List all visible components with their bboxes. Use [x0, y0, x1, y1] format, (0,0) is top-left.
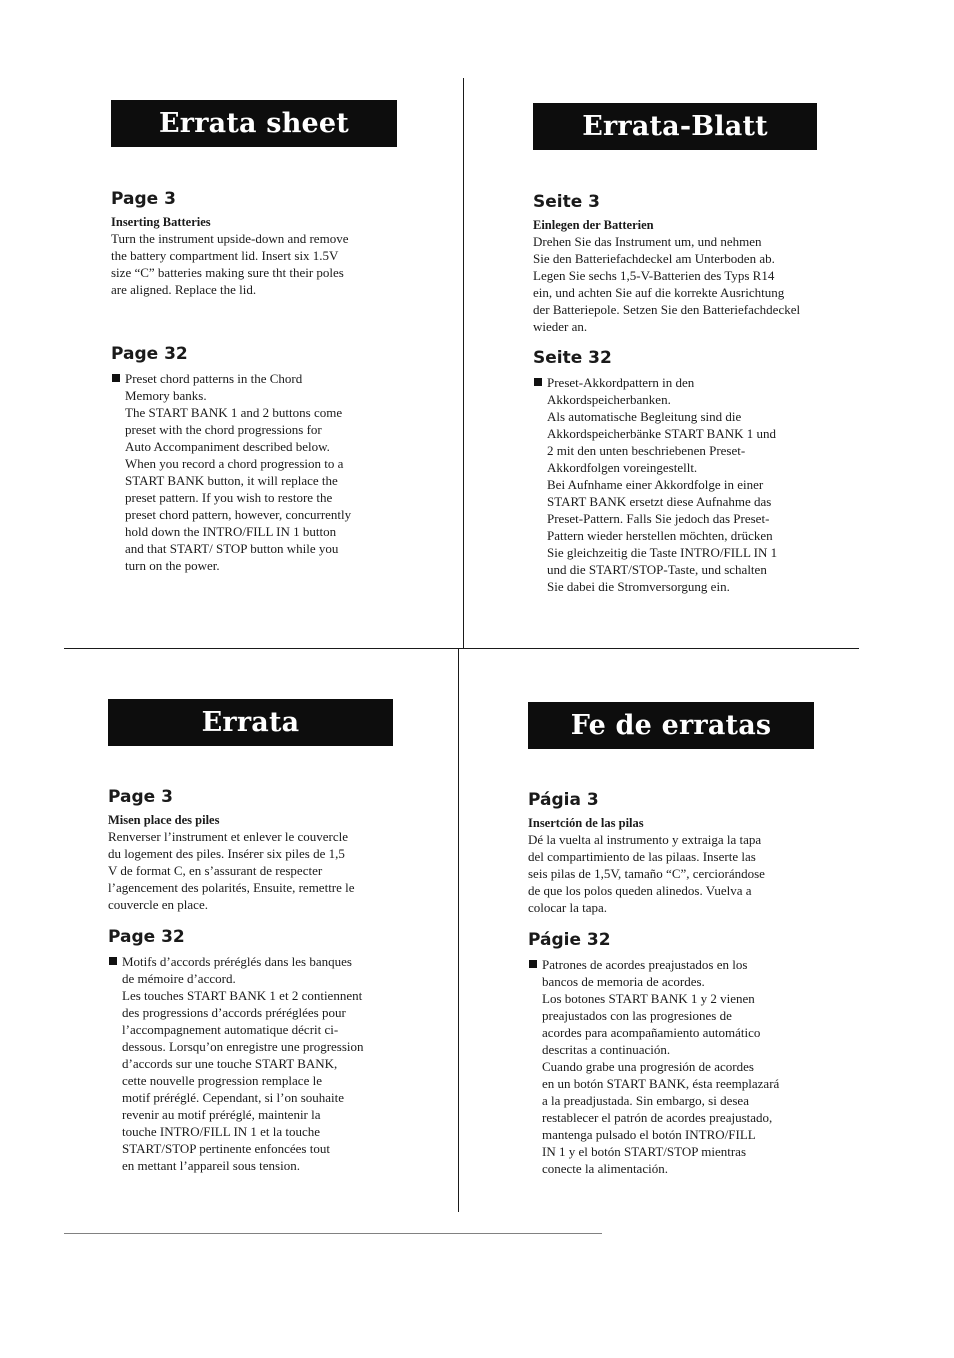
- text-line: der Batteriepole. Setzen Sie den Batteriefachdeckel: [533, 302, 801, 317]
- text-line: couvercle en place.: [108, 897, 208, 912]
- text-line: en un botón START BANK, ésta reemplazará: [542, 1076, 780, 1091]
- french-page32-heading: Page 32: [108, 927, 185, 947]
- text-line: l’agencement des polarités, Ensuite, remettre le: [108, 880, 355, 895]
- vertical-divider-bottom: [458, 648, 459, 1212]
- text-line: turn on the power.: [125, 558, 220, 573]
- text-line: Los botones START BANK 1 y 2 vienen: [542, 991, 755, 1006]
- english-page3-heading: Page 3: [111, 189, 176, 209]
- horizontal-divider: [64, 648, 859, 649]
- german-page32-heading: Seite 32: [533, 348, 612, 368]
- text-line: START BANK button, it will replace the: [125, 473, 338, 488]
- text-line: Akkordfolgen voreingestellt.: [547, 460, 698, 475]
- text-line: touche INTRO/FILL IN 1 et la touche: [122, 1124, 321, 1139]
- text-line: preset chord pattern, however, concurrently: [125, 507, 352, 522]
- text-line: Preset-Pattern. Falls Sie jedoch das Preset-: [547, 511, 770, 526]
- text-line: Bei Aufnhame einer Akkordfolge in einer: [547, 477, 764, 492]
- bullet-square-icon: [109, 957, 117, 965]
- text-line: START/STOP pertinente enfoncées tout: [122, 1141, 330, 1156]
- text-line: and that START/ STOP button while you: [125, 541, 339, 556]
- text-line: acordes para acompañamiento automático: [542, 1025, 761, 1040]
- english-page3-text: [111, 230, 393, 298]
- text-line: restablecer el patrón de acordes preajustado,: [542, 1110, 773, 1125]
- text-line: d’accords sur une touche START BANK,: [122, 1056, 338, 1071]
- english-page3-subheading: Inserting Batteries: [111, 215, 211, 229]
- text-line: mantenga pulsado el botón INTRO/FILL: [542, 1127, 756, 1142]
- text-line: revenir au motif préréglé, maintenir la: [122, 1107, 321, 1122]
- bullet-square-icon: [529, 960, 537, 968]
- text-line: Auto Accompaniment described below.: [125, 439, 330, 454]
- text-line: Memory banks.: [125, 388, 207, 403]
- german-page3-subheading: Einlegen der Batterien: [533, 218, 654, 232]
- text-line: descritas a continuación.: [542, 1042, 671, 1057]
- german-page32-bullet: [533, 374, 817, 595]
- spanish-page32-heading: Págie 32: [528, 930, 611, 950]
- german-page3-heading: Seite 3: [533, 192, 601, 212]
- text-line: ein, und achten Sie auf die korrekte Ausrichtung: [533, 285, 785, 300]
- text-line: When you record a chord progression to a: [125, 456, 344, 471]
- text-line: are aligned. Replace the lid.: [111, 282, 257, 297]
- text-line: hold down the INTRO/FILL IN 1 button: [125, 524, 337, 539]
- text-line: Sie dabei die Stromversorgung ein.: [547, 579, 730, 594]
- text-line: dessous. Lorsqu’on enregistre une progression: [122, 1039, 364, 1054]
- text-line: Patrones de acordes preajustados en los: [542, 957, 748, 972]
- text-line: bancos de memoria de acordes.: [542, 974, 705, 989]
- text-line: START BANK ersetzt diese Aufnahme das: [547, 494, 772, 509]
- text-line: Motifs d’accords préréglés dans les banques: [122, 954, 352, 969]
- text-line: Akkordspeicherbänke START BANK 1 und: [547, 426, 777, 441]
- text-line: preajustados con las progresiones de: [542, 1008, 732, 1023]
- text-line: V de format C, en s’assurant de respecter: [108, 863, 323, 878]
- spanish-page3-heading: Págia 3: [528, 790, 599, 810]
- text-line: de que los polos queden alinedos. Vuelva a: [528, 883, 752, 898]
- text-line: Preset chord patterns in the Chord: [125, 371, 303, 386]
- text-line: IN 1 y el botón START/STOP mientras: [542, 1144, 747, 1159]
- spanish-page32-bullet: [528, 956, 812, 1177]
- bullet-square-icon: [534, 378, 542, 386]
- text-line: en mettant l’appareil sous tension.: [122, 1158, 300, 1173]
- text-line: motif préréglé. Cependant, si l’on souhaite: [122, 1090, 345, 1105]
- spanish-page3-subheading: Insertción de las pilas: [528, 816, 644, 830]
- text-line: del compartimiento de las pilaas. Inserte las: [528, 849, 756, 864]
- text-line: wieder an.: [533, 319, 588, 334]
- german-section: [533, 103, 823, 595]
- french-page32-bullet: [108, 953, 392, 1174]
- french-banner: Errata: [108, 699, 393, 746]
- text-line: cette nouvelle progression remplace le: [122, 1073, 322, 1088]
- french-page3-text: [108, 828, 390, 913]
- text-line: Sie gleichzeitig die Taste INTRO/FILL IN 1: [547, 545, 778, 560]
- text-line: du logement des piles. Insérer six piles de 1,5: [108, 846, 345, 861]
- text-line: l’accompagnement automatique décrit ci-: [122, 1022, 339, 1037]
- bottom-rule: [64, 1233, 602, 1234]
- german-banner: Errata-Blatt: [533, 103, 817, 150]
- text-line: Les touches START BANK 1 et 2 contiennent: [122, 988, 363, 1003]
- text-line: Akkordspeicherbanken.: [547, 392, 671, 407]
- text-line: Drehen Sie das Instrument um, und nehmen: [533, 234, 762, 249]
- bullet-square-icon: [112, 374, 120, 382]
- text-line: Sie den Batteriefachdeckel am Unterboden ab.: [533, 251, 775, 266]
- text-line: conecte la alimentación.: [542, 1161, 668, 1176]
- english-section: [111, 100, 401, 574]
- text-line: colocar la tapa.: [528, 900, 608, 915]
- french-page3-heading: Page 3: [108, 787, 173, 807]
- english-page32-bullet: [111, 370, 395, 574]
- text-line: size “C” batteries making sure tht their poles: [111, 265, 344, 280]
- spanish-page3-text: [528, 831, 810, 916]
- text-line: 2 mit den unten beschriebenen Preset-: [547, 443, 746, 458]
- text-line: und die START/STOP-Taste, und schalten: [547, 562, 767, 577]
- spanish-banner: Fe de erratas: [528, 702, 814, 749]
- text-line: preset pattern. If you wish to restore the: [125, 490, 333, 505]
- text-line: Renverser l’instrument et enlever le couvercle: [108, 829, 349, 844]
- vertical-divider-top: [463, 78, 464, 648]
- text-line: Dé la vuelta al instrumento y extraiga la tapa: [528, 832, 762, 847]
- text-line: the battery compartment lid. Insert six 1.5V: [111, 248, 339, 263]
- text-line: Turn the instrument upside-down and remove: [111, 231, 349, 246]
- spanish-section: [528, 702, 818, 1177]
- english-banner: Errata sheet: [111, 100, 397, 147]
- german-page3-text: [533, 233, 815, 335]
- text-line: Cuando grabe una progresión de acordes: [542, 1059, 754, 1074]
- text-line: seis pilas de 1,5V, tamaño “C”, cerciorándose: [528, 866, 765, 881]
- text-line: Legen Sie sechs 1,5-V-Batterien des Typs R14: [533, 268, 775, 283]
- french-page3-subheading: Misen place des piles: [108, 813, 220, 827]
- text-line: des progressions d’accords préréglées pour: [122, 1005, 346, 1020]
- text-line: The START BANK 1 and 2 buttons come: [125, 405, 343, 420]
- text-line: de mémoire d’accord.: [122, 971, 236, 986]
- text-line: Pattern wieder herstellen möchten, drücken: [547, 528, 773, 543]
- text-line: a la preadjustada. Sin embargo, si desea: [542, 1093, 749, 1108]
- text-line: Preset-Akkordpattern in den: [547, 375, 695, 390]
- text-line: Als automatische Begleitung sind die: [547, 409, 742, 424]
- text-line: preset with the chord progressions for: [125, 422, 322, 437]
- french-section: [108, 699, 398, 1174]
- english-page32-heading: Page 32: [111, 344, 188, 364]
